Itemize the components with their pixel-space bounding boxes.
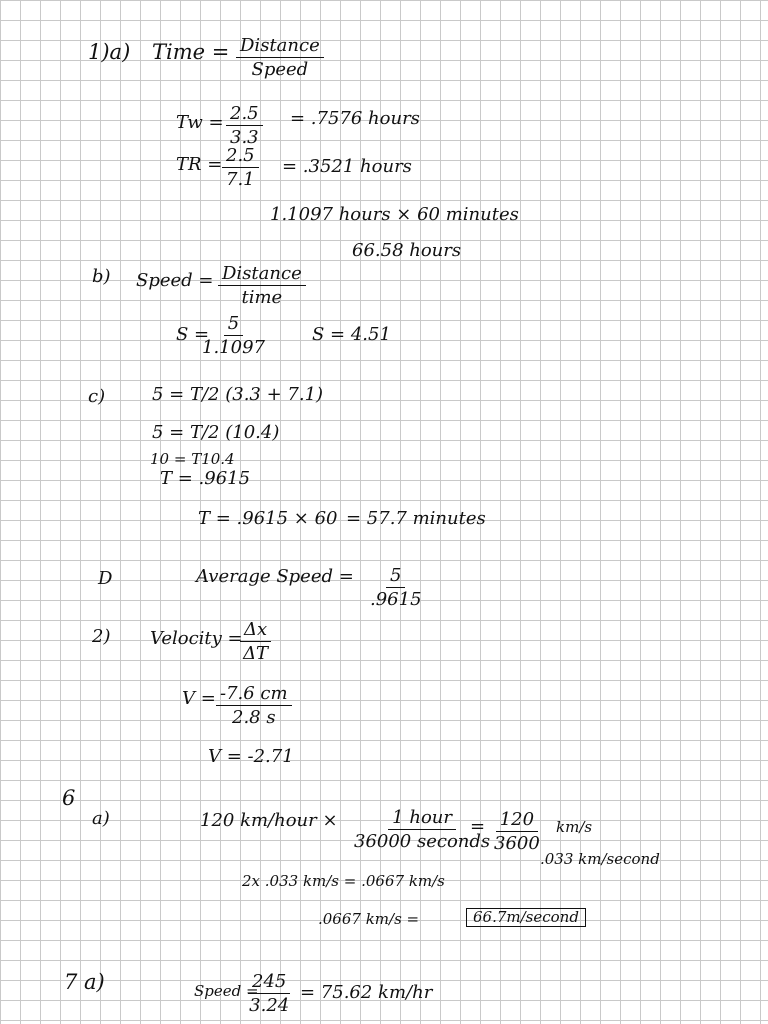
problem-6a-label: a) xyxy=(92,808,110,829)
boxed-answer: 66.7m/second xyxy=(466,908,586,927)
problem-1a-label: 1)a) xyxy=(88,40,131,64)
result-denominator: 3600 xyxy=(494,832,540,854)
speed7-denominator: 3.24 xyxy=(249,994,290,1016)
tw-fraction xyxy=(226,104,263,148)
tr-fraction xyxy=(222,146,259,190)
time-formula-lhs: Time = xyxy=(152,40,230,64)
tw-lhs: Tw = xyxy=(176,112,224,133)
speed7-fraction xyxy=(248,972,290,1016)
speed-denominator: time xyxy=(241,286,283,308)
s-numerator: 5 xyxy=(224,314,243,336)
speed7-result: = 75.62 km/hr xyxy=(300,982,433,1003)
time-denominator: Speed xyxy=(251,58,309,80)
average-speed-lhs: Average Speed = xyxy=(196,566,354,587)
tr-lhs: TR = xyxy=(176,154,223,175)
time-numerator: Distance xyxy=(236,36,324,58)
s-fraction xyxy=(202,314,265,358)
problem-2-label: 2) xyxy=(92,626,111,647)
velocity-denominator: ΔT xyxy=(243,642,269,664)
s-lhs: S = xyxy=(176,324,210,345)
problem-1d-label: D xyxy=(98,568,113,589)
c-line-3: 10 = T10.4 xyxy=(150,450,235,468)
v-fraction xyxy=(216,684,292,728)
speed-formula-lhs: Speed = xyxy=(136,270,214,291)
problem-1b-label: b) xyxy=(92,266,111,287)
total-minutes-line: 66.58 hours xyxy=(352,240,462,261)
conversion-denominator: 36000 seconds xyxy=(354,830,491,852)
tw-denominator: 3.3 xyxy=(230,126,259,148)
conversion-equals: = xyxy=(470,816,486,837)
final-line-lhs: .0667 km/s = xyxy=(318,910,420,928)
c-line-1: 5 = T/2 (3.3 + 7.1) xyxy=(152,384,324,405)
v-denominator: 2.8 s xyxy=(232,706,276,728)
tw-numerator: 2.5 xyxy=(226,104,263,126)
result-fraction xyxy=(494,810,540,854)
problem-6-label: 6 xyxy=(62,786,76,810)
tr-numerator: 2.5 xyxy=(222,146,259,168)
speed-numerator: Distance xyxy=(218,264,306,286)
result-km-per-second: .033 km/second xyxy=(540,850,660,868)
s-denominator: 1.1097 xyxy=(202,336,265,358)
problem-7a-label: 7 a) xyxy=(64,970,105,994)
c-line-4: T = .9615 xyxy=(160,468,251,489)
c-line-5-result: = 57.7 minutes xyxy=(346,508,486,529)
velocity-numerator: Δx xyxy=(240,620,271,642)
c-line-2: 5 = T/2 (10.4) xyxy=(152,422,280,443)
s-result: S = 4.51 xyxy=(312,324,391,345)
conversion-numerator: 1 hour xyxy=(388,808,456,830)
average-speed-denominator: .9615 xyxy=(370,588,422,610)
v-lhs: V = xyxy=(182,688,216,709)
speed7-numerator: 245 xyxy=(248,972,290,994)
total-hours-line: 1.1097 hours × 60 minutes xyxy=(270,204,519,225)
result-unit: km/s xyxy=(556,818,593,836)
average-speed-fraction xyxy=(370,566,422,610)
v-result: V = -2.71 xyxy=(208,746,294,767)
velocity-fraction xyxy=(240,620,271,664)
result-numerator: 120 xyxy=(496,810,538,832)
average-speed-numerator: 5 xyxy=(386,566,405,588)
speed-formula-fraction xyxy=(218,264,306,308)
double-line: 2x .033 km/s = .0667 km/s xyxy=(242,872,445,890)
problem-1c-label: c) xyxy=(88,386,106,407)
tr-result: = .3521 hours xyxy=(282,156,412,177)
v-numerator: -7.6 cm xyxy=(216,684,292,706)
time-formula-fraction xyxy=(236,36,324,80)
velocity-lhs: Velocity = xyxy=(150,628,243,649)
tr-denominator: 7.1 xyxy=(226,168,255,190)
c-line-5: T = .9615 × 60 xyxy=(198,508,338,529)
tw-result: = .7576 hours xyxy=(290,108,420,129)
conversion-lhs: 120 km/hour × xyxy=(200,810,338,831)
speed7-lhs: Speed = xyxy=(194,982,259,1000)
